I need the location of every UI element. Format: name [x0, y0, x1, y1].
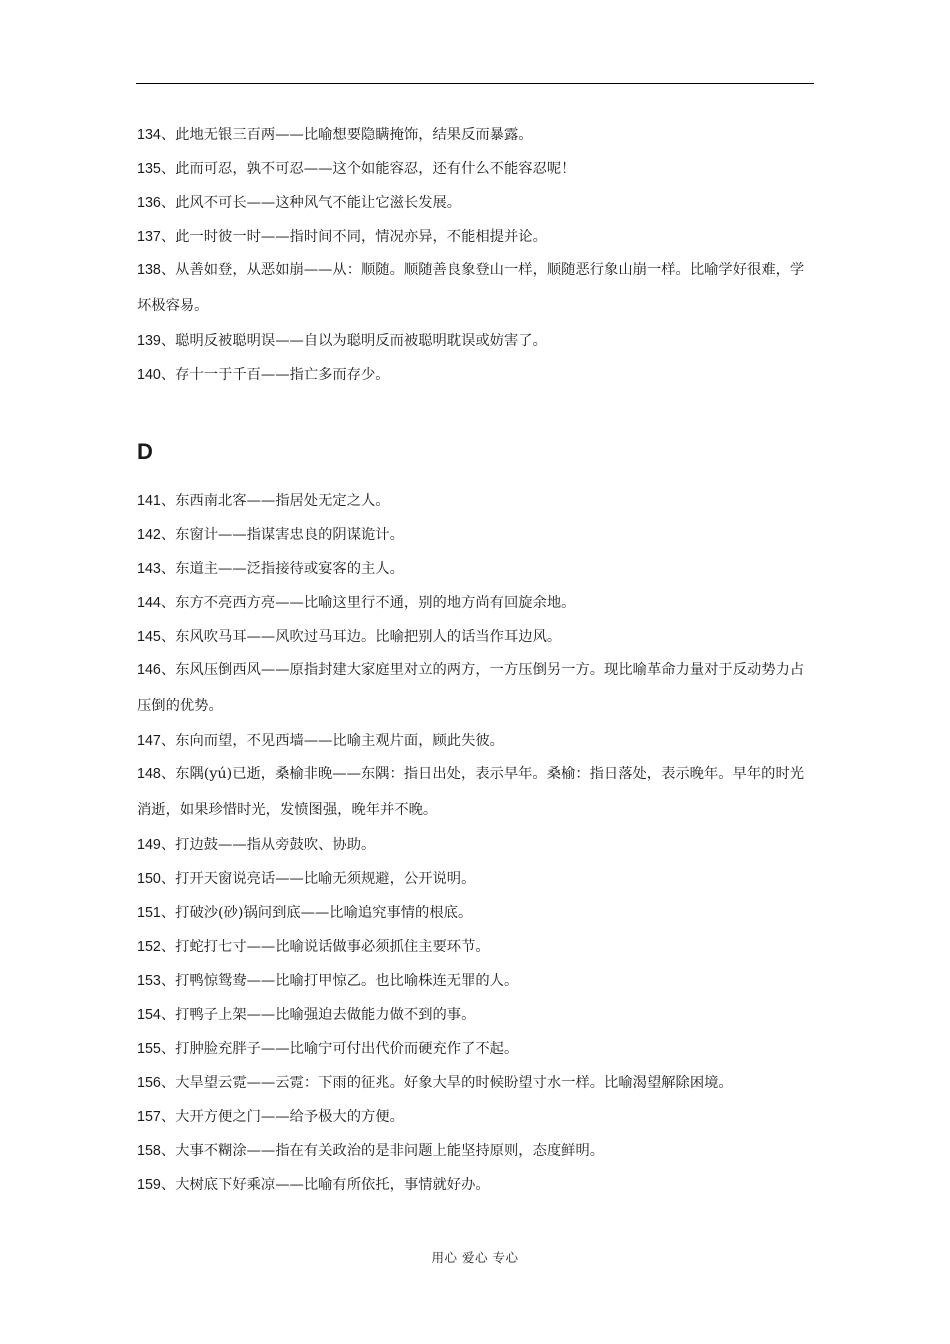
entry-number: 151、 — [137, 905, 176, 921]
list-item — [137, 930, 815, 964]
entry-text: 存十一于千百——指亡多而存少。 — [175, 367, 390, 383]
list-item — [137, 484, 815, 518]
entry-text: 东西南北客——指居处无定之人。 — [175, 493, 390, 509]
list-item — [137, 724, 815, 758]
entry-number: 156、 — [137, 1075, 176, 1091]
header-rule — [136, 83, 814, 84]
entry-text: 从善如登，从恶如崩——从：顺随。顺随善良象登山一样，顺随恶行象山崩一样。比喻学好很难，学坏极容易。 — [137, 262, 805, 314]
entry-text: 打破沙(砂)锅问到底——比喻追究事情的根底。 — [175, 905, 473, 921]
list-item — [137, 1066, 815, 1100]
entries-c-list — [137, 118, 815, 392]
list-item — [137, 324, 815, 358]
list-item — [137, 1134, 815, 1168]
entry-text: 此而可忍，孰不可忍——这个如能容忍，还有什么不能容忍呢！ — [175, 161, 576, 177]
list-item — [137, 518, 815, 552]
entry-number: 141、 — [137, 493, 176, 509]
entry-number: 152、 — [137, 939, 176, 955]
entry-number: 143、 — [137, 561, 176, 577]
entry-number: 144、 — [137, 595, 176, 611]
list-item — [137, 862, 815, 896]
entry-text: 打开天窗说亮话——比喻无须规避，公开说明。 — [175, 871, 476, 887]
entry-number: 148、 — [137, 766, 176, 782]
entry-number: 137、 — [137, 229, 176, 245]
entry-text: 打鸭惊鸳鸯——比喻打甲惊乙。也比喻株连无罪的人。 — [175, 973, 519, 989]
list-item — [137, 964, 815, 998]
list-item — [137, 620, 815, 654]
entry-text: 打边鼓——指从旁鼓吹、协助。 — [175, 837, 376, 853]
entry-number: 153、 — [137, 973, 176, 989]
list-item — [137, 998, 815, 1032]
entry-text: 此风不可长——这种风气不能让它滋长发展。 — [175, 195, 462, 211]
entry-number: 145、 — [137, 629, 176, 645]
entry-number: 157、 — [137, 1109, 176, 1125]
list-item — [137, 358, 815, 392]
entry-number: 140、 — [137, 367, 176, 383]
entry-number: 154、 — [137, 1007, 176, 1023]
list-item — [137, 1168, 815, 1202]
list-item — [137, 1032, 815, 1066]
entry-text: 此一时彼一时——指时间不同，情况亦异，不能相提并论。 — [175, 229, 547, 245]
entry-text: 此地无银三百两——比喻想要隐瞒掩饰，结果反而暴露。 — [175, 127, 533, 143]
list-item — [137, 586, 815, 620]
list-item — [137, 828, 815, 862]
entry-text: 东向而望，不见西墙——比喻主观片面，顾此失彼。 — [175, 733, 504, 749]
entry-number: 159、 — [137, 1177, 176, 1193]
list-item — [137, 253, 815, 324]
list-item — [137, 220, 815, 254]
entry-number: 155、 — [137, 1041, 176, 1057]
section-heading: D — [137, 439, 153, 464]
entry-number: 135、 — [137, 161, 176, 177]
entry-number: 150、 — [137, 871, 176, 887]
list-item — [137, 1100, 815, 1134]
entry-number: 138、 — [137, 262, 176, 278]
entry-text: 东道主——泛指接待或宴客的主人。 — [175, 561, 404, 577]
list-item — [137, 152, 815, 186]
entry-text: 聪明反被聪明误——自以为聪明反而被聪明耽误或妨害了。 — [175, 333, 547, 349]
entry-number: 147、 — [137, 733, 176, 749]
entry-text: 大开方便之门——给予极大的方便。 — [175, 1109, 404, 1125]
entry-number: 146、 — [137, 662, 176, 678]
entry-number: 149、 — [137, 837, 176, 853]
entry-number: 139、 — [137, 333, 176, 349]
entry-text: 打肿脸充胖子——比喻宁可付出代价而硬充作了不起。 — [175, 1041, 519, 1057]
entry-text: 东方不亮西方亮——比喻这里行不通，别的地方尚有回旋余地。 — [175, 595, 576, 611]
entry-number: 134、 — [137, 127, 176, 143]
page-footer: 用心 爱心 专心 — [431, 1250, 519, 1265]
document-body — [137, 118, 815, 1202]
list-item — [137, 757, 815, 828]
list-item — [137, 653, 815, 724]
list-item — [137, 552, 815, 586]
entries-d-list — [137, 484, 815, 1202]
entry-text: 东隅(yú)已逝，桑榆非晚——东隅：指日出处，表示早年。桑榆：指日落处，表示晚年。早年的时光消逝，如果珍惜时光，发愤图强，晚年并不晚。 — [137, 766, 805, 818]
list-item — [137, 896, 815, 930]
entry-text: 大旱望云霓——云霓：下雨的征兆。好象大旱的时候盼望寸水一样。比喻渴望解除困境。 — [175, 1075, 733, 1091]
list-item — [137, 186, 815, 220]
list-item — [137, 118, 815, 152]
entry-text: 大事不糊涂——指在有关政治的是非问题上能坚持原则，态度鲜明。 — [175, 1143, 605, 1159]
entry-number: 136、 — [137, 195, 176, 211]
entry-text: 打蛇打七寸——比喻说话做事必须抓住主要环节。 — [175, 939, 490, 955]
entry-number: 158、 — [137, 1143, 176, 1159]
entry-text: 东风吹马耳——风吹过马耳边。比喻把别人的话当作耳边风。 — [175, 629, 562, 645]
entry-text: 东风压倒西风——原指封建大家庭里对立的两方，一方压倒另一方。现比喻革命力量对于反动势力占压倒的优势。 — [137, 662, 805, 714]
entry-number: 142、 — [137, 527, 176, 543]
entry-text: 大树底下好乘凉——比喻有所依托，事情就好办。 — [175, 1177, 490, 1193]
entry-text: 东窗计——指谋害忠良的阴谋诡计。 — [175, 527, 404, 543]
entry-text: 打鸭子上架——比喻强迫去做能力做不到的事。 — [175, 1007, 476, 1023]
